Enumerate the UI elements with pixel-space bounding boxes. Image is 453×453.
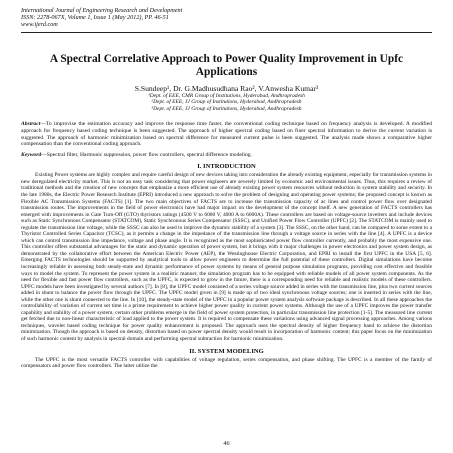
abstract-text: —To improvise the estimation accuracy and improve the response time faster, the conventional coding technique based on frequency analysis is developed. A modified approach for frequency based coding technique is been suggested. The approach of higher spectral coding based on finer spectral information to derive the current variation is suggested. The approach of harmonic minimization based on spectral difference for measured current pulse is been suggested. The analysis made shows a comparative higher compensation than the conventional coding approach. xyxy=(21,121,432,148)
keywords xyxy=(21,152,432,159)
journal-name: International Journal of Engineering Research and Development xyxy=(21,7,183,14)
page-number: 46 xyxy=(223,440,230,447)
affiliation-3: ³Dept. of EEE, JJ Group of Institutions, Hyderabad, Andhrapradesh xyxy=(151,105,302,112)
abstract xyxy=(21,121,432,147)
affiliation-block xyxy=(21,93,432,113)
system-modeling-paragraph: The UPFC is the most versatile FACTS controller with capabilities of voltage regulation, series compensation, and phase shifting. The UPFC is a member of the family of compensators and power flow controllers. The latter utilize the xyxy=(21,356,432,370)
journal-url[interactable]: www.ijerd.com xyxy=(21,21,58,29)
affiliation-2: ²Dept. of EEE, JJ Group of Institutions, Hyderabad, Andhrapradesh xyxy=(151,99,302,106)
introduction-paragraph: Existing Power systems are highly complex and require careful design of new devices taking into consideration the already existing equipment, especially for transmission systems in new deregulated electricity market. This is not an easy task considering that power engineers are severely limited by economic and environmental issues. Thus, this requires a review of traditional methods and the creation of new concepts that emphasize a more efficient use of already existing power system resources without reduction in system stability and security. In the late 1980s, the Electric Power Research Institute (EPRI) introduced a new approach to solve the problem of designing and operating power systems; the proposed concept is known as Flexible AC Transmission Systems (FACTS) [1]. The two main objectives of FACTS are to increase the transmission capacity of ac lines and control power flow over designated transmission routes. The improvements in the field of power electronics have had major impact on the development of the concept itself. A new generation of FACTS controllers has emerged with improvements in Gate Turn-Off (GTO) thyristors ratings (4500 V to 6000 V, 4000 A to 6000A). These controllers are based on voltage-source inverters and include devices such as Static Synchronous Compensator (STATCOM), Static Synchronous Series Compensator (SSSC), and Unified Power Flow Controller (UPFC) [2]. The STATCOM is mainly used to regulate the transmission line voltage, while the SSSC can also be used to improve the dynamic stability of a system [3]. The SSSC, on the other hand, can be compared to some extent to a Thyristor Controlled Series Capacitor (TCSC), as it permits a change in the impedance of the transmission line through a voltage source in series with the line [4]. A UPFC is a device which can control transmission line impedance, voltage and phase angle. It is recognized as the most sophisticated power flow controller currently, and probably the most expensive one. This controller offers substantial advantages for the static and dynamic operation of power system, but it brings with it major challenges in power electronics and power system design, as demonstrated by the collaborative effort between the American Electric Power (AEP), the Westinghouse Electric Corporation, and EPRI to install the first UPFC in the USA [5, 6]. Emerging FACTS technologies should be supported by analytical tools to allow power engineers to determine the full potential of these controllers. Digital simulations have become increasingly reliable in assessing both steady-state and dynamic performance of power systems by means of general purpose simulation programs, providing cost effective and feasible ways to model the system. To represent the power system in a realistic manner, the simulation program has to be equipped with reliable models of all power system components. As the need for flexible and fast power flow controllers, such as the UPFC, is expected to grow in the future, there is a corresponding need for reliable and realistic models of these controllers. UPFC models have been investigated by several authors [7]. In [8], the UPFC model consisted of a series voltage source added in series with the transmission line, plus two current sources added in shunt to balance the power flow through the UPFC. The UPFC model given in [9] is made up of two ideal synchronous voltage sources; one is inserted in series with the line, while the other one is shunt connected to the line. In [10], the steady-state model of the UPFC in a popular power system analysis software package is described. In all these approaches the controllability of variation of current set time is a prime requirement to achieve higher power quality in current power systems. Although the use of a UPFC improves the power transfer capability and stability of a power system, certain other problems emerge in the field of power system protection, in particular transmission line protection [1-5]. The measured line current get fetched due to non-linear characteristic of load applied to the power system. It is required to compensate these variations using advanced signal processing approaches. Among various techniques, wavelet based coding technique for power quality enhancement is proposed. The approach uses the spectral density of higher frequency band to achieve the distortion minimization. Though the approach is based on density, distortion based on power spectral density would result in incorporation of harmonic content; this paper focus on the minimization of such harmonic content by analysis in spectral domain and performing spectral subtraction for harmonic minimization. xyxy=(21,172,432,343)
abstract-label: Abstract xyxy=(21,121,41,128)
paper-title: A Spectral Correlative Approach to Power Quality Improvement in Upfc Applications xyxy=(49,52,404,78)
header-divider xyxy=(21,32,432,33)
author-list: S.Sundeep¹, Dr. G.Madhusudhana Rao², V.Anwesha Kumar³ xyxy=(134,83,319,93)
affiliation-1: ¹Dept. of EEE, CMR Group of Institutions, Hyderabad, Andhrapradesh xyxy=(148,92,305,99)
journal-header xyxy=(21,7,432,29)
section-heading-introduction: I. INTRODUCTION xyxy=(197,163,256,171)
journal-issn: ISSN: 2278-067X, Volume 1, Issue 1 (May 2012), PP. 46-51 xyxy=(21,14,169,22)
keywords-label: Keyword xyxy=(21,151,42,158)
keywords-text: —Spectral filter, Harmonic suppression, power flow controllers, spectral difference modeling. xyxy=(41,151,252,158)
section-heading-system-modeling: II. SYSTEM MODELING xyxy=(189,347,264,355)
